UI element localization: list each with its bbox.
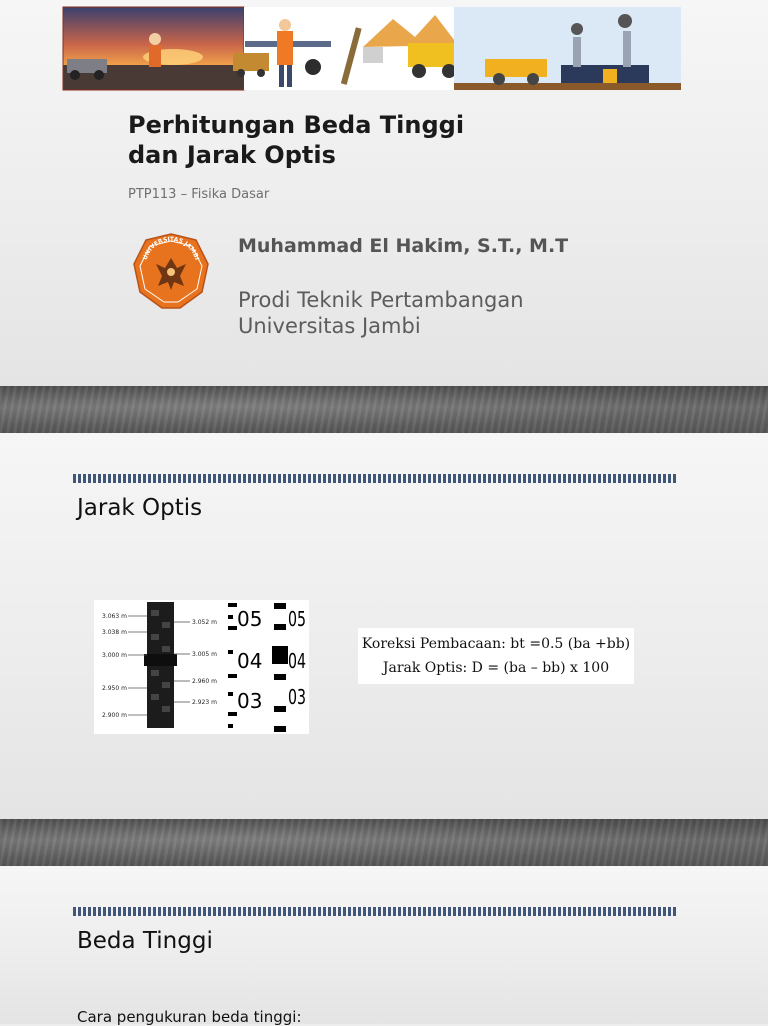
rod-label: 2.950 m <box>102 685 127 692</box>
heading-rule <box>73 474 677 483</box>
staff-number: 05 <box>288 607 306 631</box>
mining-banner-image <box>63 7 681 90</box>
title-line-1: Perhitungan Beda Tinggi <box>128 111 465 139</box>
university-logo <box>132 232 210 310</box>
formula-jarak: Jarak Optis: D = (ba – bb) x 100 <box>382 660 610 676</box>
rod-label: 3.005 m <box>192 651 217 658</box>
author-name: Muhammad El Hakim, S.T., M.T <box>238 235 569 257</box>
formula-koreksi: Koreksi Pembacaan: bt =0.5 (ba +bb) <box>361 636 631 652</box>
affiliation-line-1: Prodi Teknik Pertambangan <box>238 288 524 312</box>
staff-number: 03 <box>237 689 263 713</box>
rod-label: 2.923 m <box>192 699 217 706</box>
slide-divider-1 <box>0 386 768 433</box>
rod-label: 2.900 m <box>102 712 127 719</box>
rod-label: 3.000 m <box>102 652 127 659</box>
staff-number: 04 <box>237 649 263 673</box>
title-line-2: dan Jarak Optis <box>128 141 336 169</box>
rod-label: 3.063 m <box>102 613 127 620</box>
course-code: PTP113 – Fisika Dasar <box>128 187 270 202</box>
slide-beda-tinggi <box>0 866 768 1024</box>
affiliation-line-2: Universitas Jambi <box>238 314 421 338</box>
slide-title <box>0 0 768 386</box>
logo-text: UNIVERSITAS JAMBI <box>141 235 201 261</box>
slide-divider-2 <box>0 819 768 866</box>
rod-label: 3.052 m <box>192 619 217 626</box>
body-text: Cara pengukuran beda tinggi: <box>77 1008 302 1026</box>
leveling-rod-figure <box>94 600 309 734</box>
formula-box <box>358 628 634 684</box>
leveling-rod-drawing <box>94 600 309 734</box>
rod-label: 3.038 m <box>102 629 127 636</box>
slide-heading: Jarak Optis <box>77 495 203 521</box>
rod-label: 2.960 m <box>192 678 217 685</box>
slide-heading: Beda Tinggi <box>77 928 213 954</box>
staff-number: 04 <box>288 649 306 673</box>
affiliation <box>238 287 524 339</box>
staff-number: 05 <box>237 607 263 631</box>
staff-number: 03 <box>288 685 306 709</box>
presentation-title <box>128 110 464 170</box>
heading-rule <box>73 907 677 916</box>
